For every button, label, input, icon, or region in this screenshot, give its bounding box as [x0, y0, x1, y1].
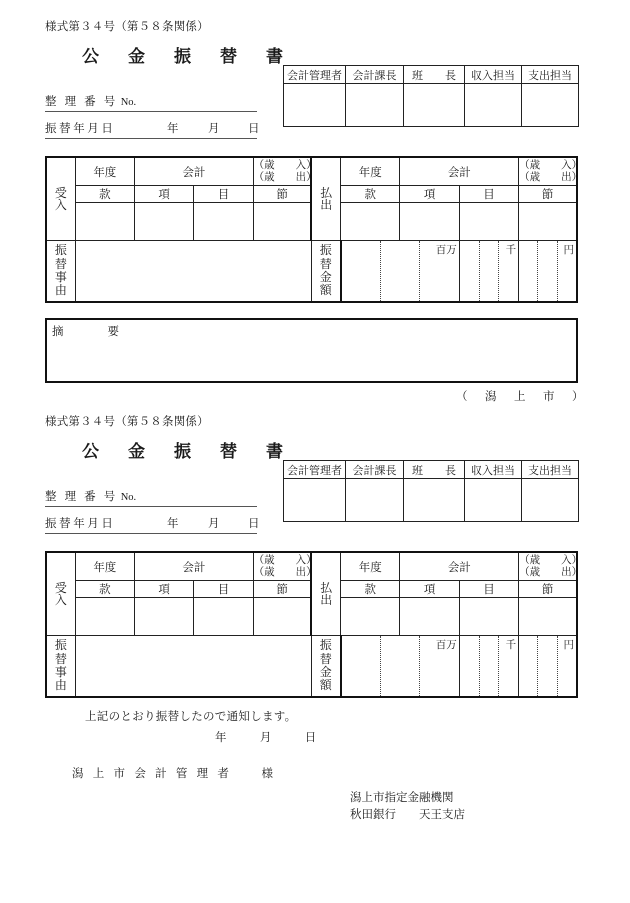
amount-digit-cell[interactable]	[558, 636, 576, 696]
amount-digit-cell[interactable]	[381, 636, 420, 696]
approval-stamp-cell-group-leader[interactable]	[404, 479, 465, 522]
amount-group-millions[interactable]	[341, 636, 460, 698]
approval-header-accounting-manager: 会計管理者	[284, 461, 346, 479]
amount-unit-yen: 円	[563, 640, 574, 651]
payment-char-2: 出	[320, 198, 333, 212]
approval-stamp-cell-revenue-staff[interactable]	[465, 84, 522, 127]
receipt-value-setsu[interactable]	[253, 203, 311, 241]
approval-stamp-table	[283, 460, 579, 522]
sequence-number-label: 整 理 番 号	[45, 96, 118, 108]
transfer-date-label: 振替年月日	[45, 123, 116, 135]
amount-digit-cell[interactable]	[499, 636, 518, 696]
amount-unit-millions: 百万	[435, 245, 457, 256]
receipt-value-moku[interactable]	[194, 203, 253, 241]
receipt-col-header-kan: 款	[75, 186, 134, 203]
remarks-label: 摘 要	[52, 326, 126, 338]
amount-digit-cell[interactable]	[420, 241, 458, 301]
year-unit: 年	[167, 123, 179, 135]
receipt-char-2: 入	[54, 593, 67, 607]
receipt-expenditure-option: （歳 出）	[253, 171, 317, 183]
year-unit: 年	[167, 518, 179, 530]
approval-stamp-cell-accounting-chief[interactable]	[346, 84, 404, 127]
amount-digit-cell[interactable]	[342, 241, 381, 301]
approval-header-row	[284, 461, 579, 479]
receipt-side-label	[46, 157, 75, 241]
amount-digit-cell[interactable]	[519, 636, 538, 696]
amount-digit-cell[interactable]	[480, 241, 500, 301]
main-row-account	[46, 157, 577, 186]
approval-header-accounting-chief: 会計課長	[346, 461, 404, 479]
receipt-col-header-kan: 款	[75, 581, 134, 598]
amount-digit-cell[interactable]	[480, 636, 500, 696]
payment-expenditure-option: （歳 出）	[519, 566, 583, 578]
approval-stamp-row	[284, 479, 579, 522]
addressee-line: 潟 上 市 会 計 管 理 者 様	[72, 768, 277, 780]
amount-unit-thousands: 千	[505, 640, 517, 651]
payment-value-setsu[interactable]	[519, 203, 577, 241]
receipt-revenue-option: （歳 入）	[253, 159, 317, 171]
amount-group-thousands[interactable]	[459, 636, 518, 698]
amount-char-3: 金	[319, 665, 332, 679]
sequence-number-abbr: No.	[120, 97, 137, 108]
payment-col-header-setsu: 節	[519, 186, 577, 203]
amount-char-1: 振	[319, 243, 332, 258]
amount-digit-cell[interactable]	[342, 636, 381, 696]
amount-unit-thousands: 千	[505, 245, 517, 256]
receipt-value-setsu[interactable]	[253, 598, 311, 636]
approval-header-group-leader: 班 長	[404, 66, 465, 84]
amount-char-4: 額	[319, 283, 332, 298]
receipt-char-2: 入	[54, 198, 67, 212]
payment-char-1: 払	[320, 581, 333, 595]
main-row-account	[46, 552, 577, 581]
payment-value-ko[interactable]	[400, 203, 459, 241]
reason-char-1: 振	[54, 638, 67, 653]
payment-fiscal-year-label: 年度	[341, 157, 400, 186]
payment-col-header-ko: 項	[400, 186, 459, 203]
transfer-date-label: 振替年月日	[45, 518, 116, 530]
notice-day-unit: 日	[304, 732, 317, 744]
approval-stamp-cell-accounting-chief[interactable]	[346, 479, 404, 522]
payment-col-header-kan: 款	[341, 581, 400, 598]
transfer-reason-input[interactable]	[75, 636, 311, 698]
payment-revenue-expenditure-toggle[interactable]	[519, 552, 583, 581]
approval-header-revenue-staff: 収入担当	[465, 66, 522, 84]
form-code-label: 様式第３４号（第５８条関係）	[45, 21, 209, 33]
receipt-col-header-ko: 項	[134, 186, 193, 203]
receipt-value-ko[interactable]	[134, 203, 193, 241]
reason-char-4: 由	[54, 283, 67, 298]
notice-date-line[interactable]	[215, 729, 316, 745]
reason-char-4: 由	[54, 678, 67, 693]
payment-account-label[interactable]: 会計	[400, 552, 519, 581]
transfer-amount-label	[311, 636, 340, 698]
amount-digit-cell[interactable]	[538, 241, 557, 301]
receipt-revenue-expenditure-toggle[interactable]	[253, 157, 317, 186]
approval-header-expenditure-staff: 支出担当	[522, 66, 579, 84]
amount-digit-cell[interactable]	[499, 241, 518, 301]
payment-value-ko[interactable]	[400, 598, 459, 636]
receipt-col-header-ko: 項	[134, 581, 193, 598]
amount-char-2: 替	[319, 651, 332, 666]
approval-stamp-cell-accounting-manager[interactable]	[284, 479, 346, 522]
bank-branch-line: 秋田銀行 天王支店	[350, 808, 465, 821]
amount-digit-cell[interactable]	[519, 241, 538, 301]
payment-value-kan[interactable]	[341, 203, 400, 241]
month-unit: 月	[208, 123, 220, 135]
amount-digit-cell[interactable]	[460, 241, 480, 301]
transfer-reason-label	[46, 241, 75, 303]
transfer-reason-label	[46, 636, 75, 698]
approval-stamp-row	[284, 84, 579, 127]
receipt-revenue-expenditure-toggle[interactable]	[253, 552, 317, 581]
approval-header-accounting-manager: 会計管理者	[284, 66, 346, 84]
amount-digit-cell[interactable]	[538, 636, 557, 696]
amount-char-3: 金	[319, 270, 332, 284]
payment-value-kan[interactable]	[341, 598, 400, 636]
payment-revenue-option: （歳 入）	[519, 554, 583, 566]
city-note-top: （ 潟 上 市 ）	[456, 391, 587, 403]
amount-digit-cell[interactable]	[420, 636, 458, 696]
payment-col-header-moku: 目	[459, 581, 518, 598]
amount-unit-millions: 百万	[435, 640, 457, 651]
notice-month-unit: 月	[259, 732, 272, 744]
reason-char-2: 替	[54, 651, 67, 666]
transfer-main-table	[45, 156, 583, 303]
payment-col-header-ko: 項	[400, 581, 459, 598]
reason-char-1: 振	[54, 243, 67, 258]
form-code-label: 様式第３４号（第５８条関係）	[45, 416, 209, 428]
receipt-fiscal-year-label: 年度	[75, 157, 134, 186]
notice-year-unit: 年	[215, 732, 227, 744]
amount-digit-cell[interactable]	[381, 241, 420, 301]
approval-stamp-cell-expenditure-staff[interactable]	[522, 479, 579, 522]
main-row-reason-amount	[46, 636, 577, 698]
receipt-account-label[interactable]: 会計	[134, 552, 253, 581]
approval-stamp-cell-accounting-manager[interactable]	[284, 84, 346, 127]
receipt-side-label	[46, 552, 75, 636]
payment-col-header-moku: 目	[459, 186, 518, 203]
transfer-date-field[interactable]	[45, 120, 260, 139]
approval-header-revenue-staff: 収入担当	[465, 461, 522, 479]
payment-char-1: 払	[320, 186, 333, 200]
payment-expenditure-option: （歳 出）	[519, 171, 583, 183]
sequence-number-field[interactable]	[45, 488, 257, 507]
month-unit: 月	[208, 518, 220, 530]
sequence-number-field[interactable]	[45, 93, 257, 112]
approval-header-row	[284, 66, 579, 84]
amount-group-thousands[interactable]	[459, 241, 518, 303]
approval-header-accounting-chief: 会計課長	[346, 66, 404, 84]
receipt-expenditure-option: （歳 出）	[253, 566, 317, 578]
receipt-col-header-setsu: 節	[253, 581, 311, 598]
bank-signature-block	[350, 790, 465, 823]
receipt-fiscal-year-label: 年度	[75, 552, 134, 581]
payment-col-header-setsu: 節	[519, 581, 577, 598]
payment-revenue-option: （歳 入）	[519, 159, 583, 171]
amount-unit-yen: 円	[563, 245, 574, 256]
receipt-value-ko[interactable]	[134, 598, 193, 636]
amount-group-yen[interactable]	[519, 241, 577, 303]
payment-col-header-kan: 款	[341, 186, 400, 203]
notice-statement: 上記のとおり振替したので通知します。	[85, 711, 297, 723]
approval-stamp-cell-group-leader[interactable]	[404, 84, 465, 127]
receipt-value-kan[interactable]	[75, 598, 134, 636]
receipt-account-label[interactable]: 会計	[134, 157, 253, 186]
payment-char-2: 出	[320, 593, 333, 607]
reason-char-2: 替	[54, 256, 67, 271]
receipt-char-1: 受	[54, 186, 67, 200]
transfer-reason-input[interactable]	[75, 241, 311, 303]
receipt-value-kan[interactable]	[75, 203, 134, 241]
approval-header-expenditure-staff: 支出担当	[522, 461, 579, 479]
receipt-value-moku[interactable]	[194, 598, 253, 636]
page-title: 公 金 振 替 書	[82, 47, 289, 66]
approval-header-group-leader: 班 長	[404, 461, 465, 479]
amount-char-2: 替	[319, 256, 332, 271]
sequence-number-abbr: No.	[120, 492, 137, 503]
payment-account-label[interactable]: 会計	[400, 157, 519, 186]
approval-stamp-cell-expenditure-staff[interactable]	[522, 84, 579, 127]
day-unit: 日	[248, 518, 260, 530]
receipt-col-header-setsu: 節	[253, 186, 311, 203]
receipt-col-header-moku: 目	[194, 581, 253, 598]
transfer-date-field[interactable]	[45, 515, 260, 534]
receipt-col-header-moku: 目	[194, 186, 253, 203]
bank-designation-line: 潟上市指定金融機関	[350, 792, 454, 804]
transfer-main-table	[45, 551, 583, 698]
payment-value-setsu[interactable]	[519, 598, 577, 636]
approval-stamp-table	[283, 65, 579, 127]
transfer-amount-label	[311, 241, 340, 303]
sequence-number-label: 整 理 番 号	[45, 491, 118, 503]
approval-stamp-cell-revenue-staff[interactable]	[465, 479, 522, 522]
amount-digit-cell[interactable]	[460, 636, 480, 696]
amount-group-millions[interactable]	[341, 241, 460, 303]
reason-char-3: 事	[54, 665, 67, 679]
payment-value-moku[interactable]	[459, 203, 518, 241]
reason-char-3: 事	[54, 270, 67, 284]
amount-group-yen[interactable]	[519, 636, 577, 698]
payment-fiscal-year-label: 年度	[341, 552, 400, 581]
amount-char-1: 振	[319, 638, 332, 653]
payment-value-moku[interactable]	[459, 598, 518, 636]
receipt-char-1: 受	[54, 581, 67, 595]
main-row-reason-amount	[46, 241, 577, 303]
amount-digit-cell[interactable]	[558, 241, 576, 301]
day-unit: 日	[248, 123, 260, 135]
payment-revenue-expenditure-toggle[interactable]	[519, 157, 583, 186]
page-title: 公 金 振 替 書	[82, 442, 289, 461]
amount-char-4: 額	[319, 678, 332, 693]
remarks-box[interactable]	[45, 318, 578, 383]
receipt-revenue-option: （歳 入）	[253, 554, 317, 566]
